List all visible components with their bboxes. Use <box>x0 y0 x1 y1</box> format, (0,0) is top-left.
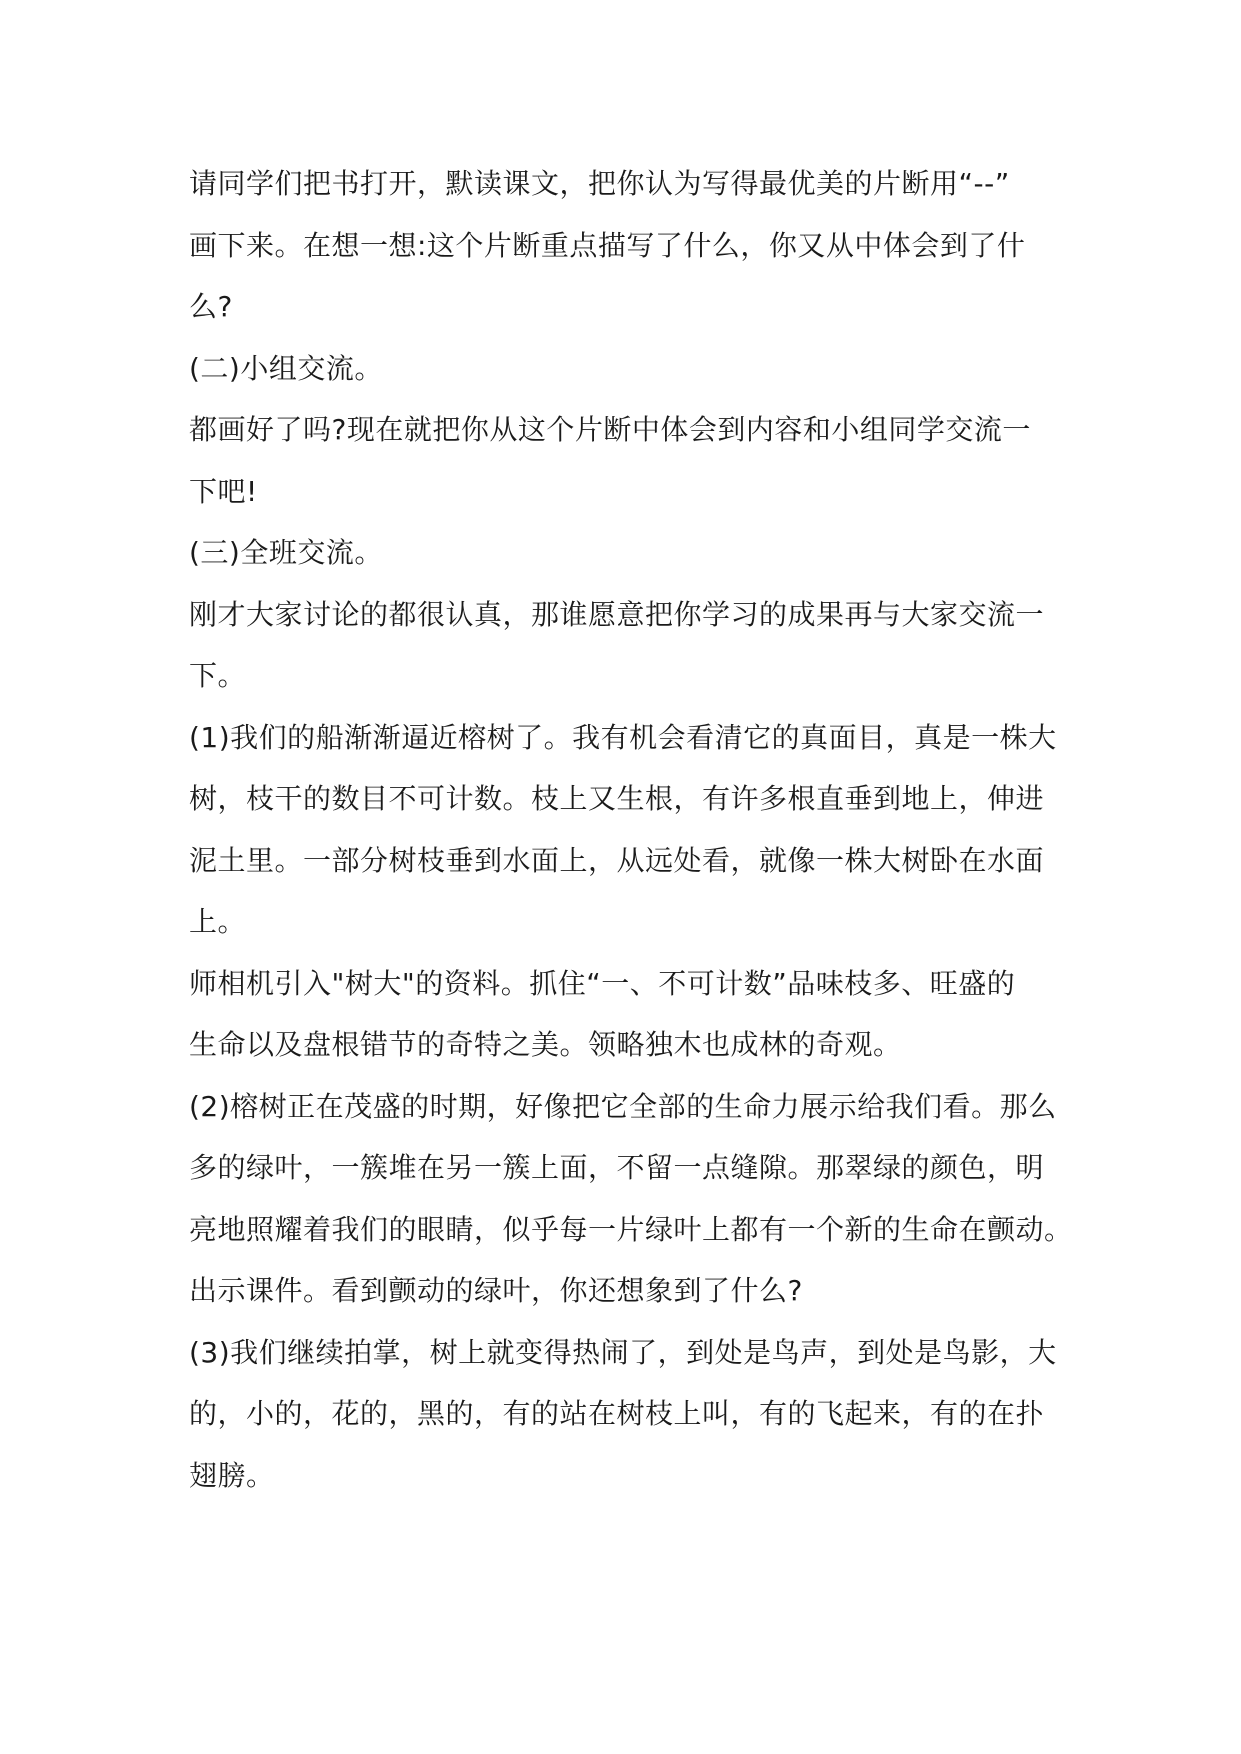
section-heading: (三)全班交流。 <box>189 536 383 569</box>
text-line: 么? <box>189 290 233 323</box>
section-heading: (二)小组交流。 <box>189 351 383 385</box>
text-line: 都画好了吗?现在就把你从这个片断中体会到内容和小组同学交流一 <box>189 413 1031 446</box>
text-line: 生命以及盘根错节的奇特之美。领略独木也成林的奇观。 <box>189 1028 902 1061</box>
body-text <box>189 153 1073 1506</box>
text-line: (2)榕树正在茂盛的时期，好像把它全部的生命力展示给我们看。那么 <box>189 1089 1057 1123</box>
text-line: 画下来。在想一想:这个片断重点描写了什么，你又从中体会到了什 <box>189 228 1026 262</box>
text-line: 树，枝干的数目不可计数。枝上又生根，有许多根直垂到地上，伸进 <box>189 782 1045 815</box>
text-line: (1)我们的船渐渐逼近榕树了。我有机会看清它的真面目，真是一株大 <box>189 720 1057 754</box>
text-line: 下。 <box>189 659 247 692</box>
text-line: 泥土里。一部分树枝垂到水面上，从远处看，就像一株大树卧在水面 <box>189 843 1045 877</box>
text-line: 师相机引入"树大"的资料。抓住“一、不可计数”品味枝多、旺盛的 <box>189 966 1016 1000</box>
text-line: 请同学们把书打开，默读课文，把你认为写得最优美的片断用“--” <box>189 167 1010 200</box>
text-line: 亮地照耀着我们的眼睛，似乎每一片绿叶上都有一个新的生命在颤动。 <box>189 1212 1073 1246</box>
text-line: 出示课件。看到颤动的绿叶，你还想象到了什么? <box>189 1274 803 1307</box>
text-line: 的，小的，花的，黑的，有的站在树枝上叫，有的飞起来，有的在扑 <box>189 1397 1045 1430</box>
text-line: 多的绿叶，一簇堆在另一簇上面，不留一点缝隙。那翠绿的颜色，明 <box>189 1151 1045 1184</box>
text-line: 上。 <box>189 905 247 938</box>
text-line: 翅膀。 <box>189 1458 275 1492</box>
text-line: 下吧! <box>189 474 258 508</box>
text-line: (3)我们继续拍掌，树上就变得热闹了，到处是鸟声，到处是鸟影，大 <box>189 1335 1057 1369</box>
text-line: 刚才大家讨论的都很认真，那谁愿意把你学习的成果再与大家交流一 <box>189 597 1045 631</box>
